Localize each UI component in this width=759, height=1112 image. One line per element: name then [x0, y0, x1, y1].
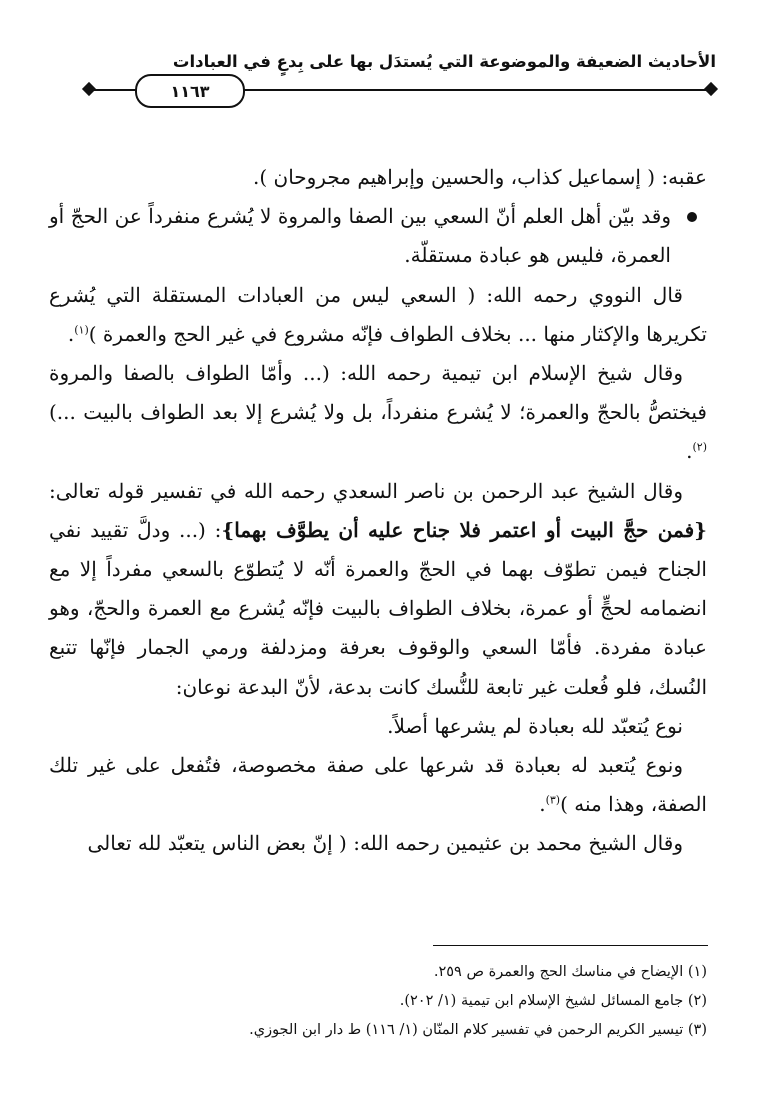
footnote: (٢) جامع المسائل لشيخ الإسلام ابن تيمية (١/ ٢٠٢). [399, 993, 707, 1009]
paragraph: نوع يُتعبّد لله بعبادة لم يشرعها أصلاً. [387, 713, 683, 738]
footnote-separator [433, 945, 708, 946]
quran-verse: {فمن حجَّ البيت أو اعتمر فلا جناح عليه أن يطوَّف بهما} [221, 517, 707, 542]
bullet-text: وقد بيّن أهل العلم أنّ السعي بين الصفا والمروة لا يُشرع منفرداً عن الحجّ أو العمرة، فليس هو عبادة مستقلّة. [49, 204, 671, 268]
footnotes [49, 958, 707, 1045]
footnote: (١) الإيضاح في مناسك الحج والعمرة ص ٢٥٩. [433, 964, 707, 980]
page-number: ١١٦٣ [135, 74, 245, 108]
main-text [49, 158, 707, 864]
quote-text: : (... ودلَّ تقييد نفي الجناح فيمن تطوّف بهما في الحجّ والعمرة أنّه لا يُتطوّع بالسعي مفرداً إلا مع انضمامه لحجٍّ أو عمرة، بخلاف الطواف بالبيت فإنّه يُشرع مع العمرة والحجّ، وهو عبادة مفردة. فأمّا السعي والوقوف بعرفة ومزدلفة ورمي الجمار فإنّها تتبع النُسك، فلو فُعلت غير تابعة للنُّسك كانت بدعة، لأنّ البدعة نوعان: [49, 517, 707, 699]
quote-text: وقال شيخ الإسلام ابن تيمية رحمه الله: (... وأمّا الطواف بالصفا والمروة فيختصُّ بالحجّ والعمرة؛ لا يُشرع منفرداً، بل ولا يُشرع إلا بعد الطواف بالبيت ...) [49, 361, 707, 425]
quote-text: قال النووي رحمه الله: ( السعي ليس من العبادات المستقلة التي يُشرع تكريرها والإكثار منها ... بخلاف الطواف فإنّه مشروع في غير الحج والعمرة ) [49, 282, 707, 346]
paragraph: عقبه: ( إسماعيل كذاب، والحسين وإبراهيم مجروحان ). [252, 165, 707, 189]
paragraph: وقال الشيخ محمد بن عثيمين رحمه الله: ( إنّ بعض الناس يتعبّد لله تعالى [87, 831, 683, 856]
footnote: (٣) تيسير الكريم الرحمن في تفسير كلام المنّان (١/ ١١٦) ط دار ابن الجوزي. [249, 1022, 707, 1038]
paragraph [49, 472, 707, 707]
bullet-paragraph [49, 197, 707, 275]
footnote-ref[interactable]: (١) [74, 323, 89, 337]
intro-text: وقال الشيخ عبد الرحمن بن ناصر السعدي رحمه الله في تفسير قوله تعالى: [49, 478, 683, 503]
diamond-ornament-icon [82, 82, 96, 96]
footnote-ref[interactable]: (٣) [545, 793, 561, 807]
page-header [80, 50, 720, 100]
running-title: الأحاديث الضعيفة والموضوعة التي يُستدَل بها على بِدعٍ في العبادات [172, 52, 716, 71]
punctuation: . [539, 792, 546, 817]
diamond-ornament-icon [704, 82, 718, 96]
quote-text: ونوع يُتعبد له بعبادة قد شرعها على صفة مخصوصة، فتُفعل على غير تلك الصفة، وهذا منه ) [49, 753, 707, 817]
paragraph [49, 354, 707, 472]
bullet-icon [687, 212, 697, 222]
punctuation: . [67, 321, 75, 346]
paragraph [49, 746, 707, 824]
footnote-ref[interactable]: (٢) [692, 440, 707, 454]
paragraph [49, 276, 707, 354]
punctuation: . [686, 439, 693, 464]
